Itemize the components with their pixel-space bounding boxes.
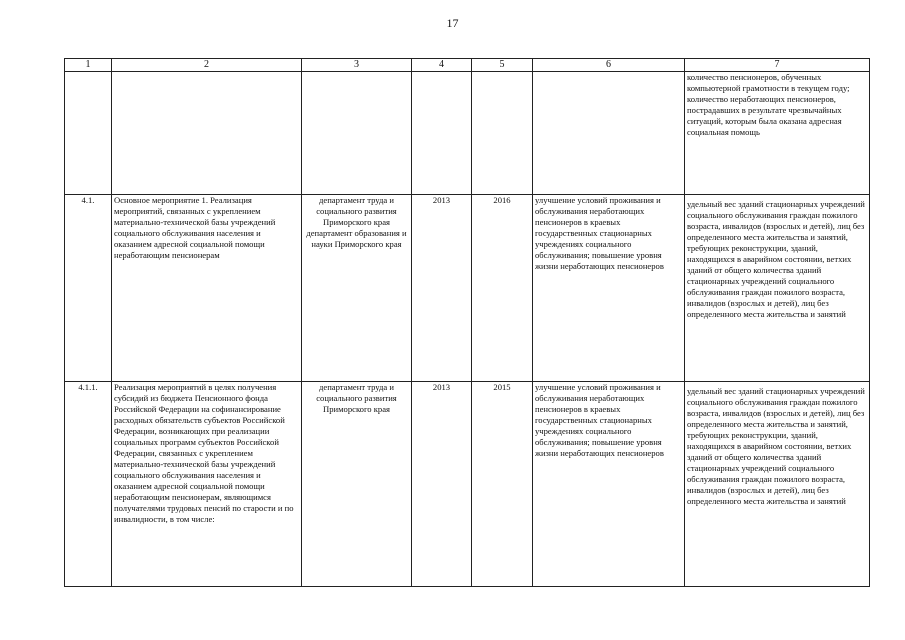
row-number	[65, 72, 112, 195]
column-header-2: 2	[112, 59, 302, 72]
table-row	[65, 382, 870, 587]
column-header-1: 1	[65, 59, 112, 72]
table-row	[65, 72, 870, 195]
row-number: 4.1.	[65, 195, 112, 382]
column-header-5: 5	[472, 59, 533, 72]
expected-result: улучшение условий проживания и обслуживания неработающих пенсионеров в краевых государственных стационарных учреждениях социального обслуживания; повышение уровня жизни неработающих пенсионеров	[533, 195, 685, 382]
executor	[302, 72, 412, 195]
end-year	[472, 72, 533, 195]
start-year: 2013	[412, 382, 472, 587]
indicator: удельный вес зданий стационарных учреждений социального обслуживания граждан пожилого возраста, инвалидов (взрослых и детей), лиц без определенного места жительства и занятий, требующих реконструкции, зданий, находящихся в аварийном состоянии, ветхих зданий от общего количества зданий стационарных учреждений социального обслуживания граждан пожилого возраста, инвалидов (взрослых и детей), лиц без определенного места жительства и занятий	[685, 195, 870, 382]
executor: департамент труда и социального развития Приморского края	[302, 382, 412, 587]
measure-name	[112, 72, 302, 195]
start-year	[412, 72, 472, 195]
measure-name: Основное мероприятие 1. Реализация мероприятий, связанных с укреплением материально-технической базы учреждений социального обслуживания населения и оказанием адресной социальной помощи неработающим пенсионерам	[112, 195, 302, 382]
table-row	[65, 195, 870, 382]
end-year: 2015	[472, 382, 533, 587]
row-number: 4.1.1.	[65, 382, 112, 587]
indicator: количество пенсионеров, обученных компьютерной грамотности в текущем году; количество неработающих пенсионеров, пострадавших в результате чрезвычайных ситуаций, которым была оказана адресная социальная помощь	[685, 72, 870, 195]
column-header-3: 3	[302, 59, 412, 72]
start-year: 2013	[412, 195, 472, 382]
header-row	[65, 59, 870, 72]
executor: департамент труда и социального развития Приморского края департамент образования и науки Приморского края	[302, 195, 412, 382]
expected-result: улучшение условий проживания и обслуживания неработающих пенсионеров в краевых государственных стационарных учреждениях социального обслуживания; повышение уровня жизни неработающих пенсионеров	[533, 382, 685, 587]
end-year: 2016	[472, 195, 533, 382]
measure-name: Реализация мероприятий в целях получения субсидий из бюджета Пенсионного фонда Российской Федерации на софинансирование расходных обязательств субъектов Российской Федерации, возникающих при реализации социальных программ субъектов Российской Федерации, связанных с укреплением материально-технической базы учреждений социального обслуживания населения и оказанием адресной социальной помощи неработающим пенсионерам, являющимся получателями трудовых пенсий по старости и по инвалидности, в том числе:	[112, 382, 302, 587]
indicator: удельный вес зданий стационарных учреждений социального обслуживания граждан пожилого возраста, инвалидов (взрослых и детей), лиц без определенного места жительства и занятий, требующих реконструкции, зданий, находящихся в аварийном состоянии, ветхих зданий от общего количества зданий стационарных учреждений социального обслуживания граждан пожилого возраста, инвалидов (взрослых и детей), лиц без определенного места жительства и занятий	[685, 382, 870, 587]
column-header-7: 7	[685, 59, 870, 72]
expected-result	[533, 72, 685, 195]
page-number: 17	[446, 16, 459, 30]
program-table	[64, 58, 870, 587]
column-header-4: 4	[412, 59, 472, 72]
column-header-6: 6	[533, 59, 685, 72]
